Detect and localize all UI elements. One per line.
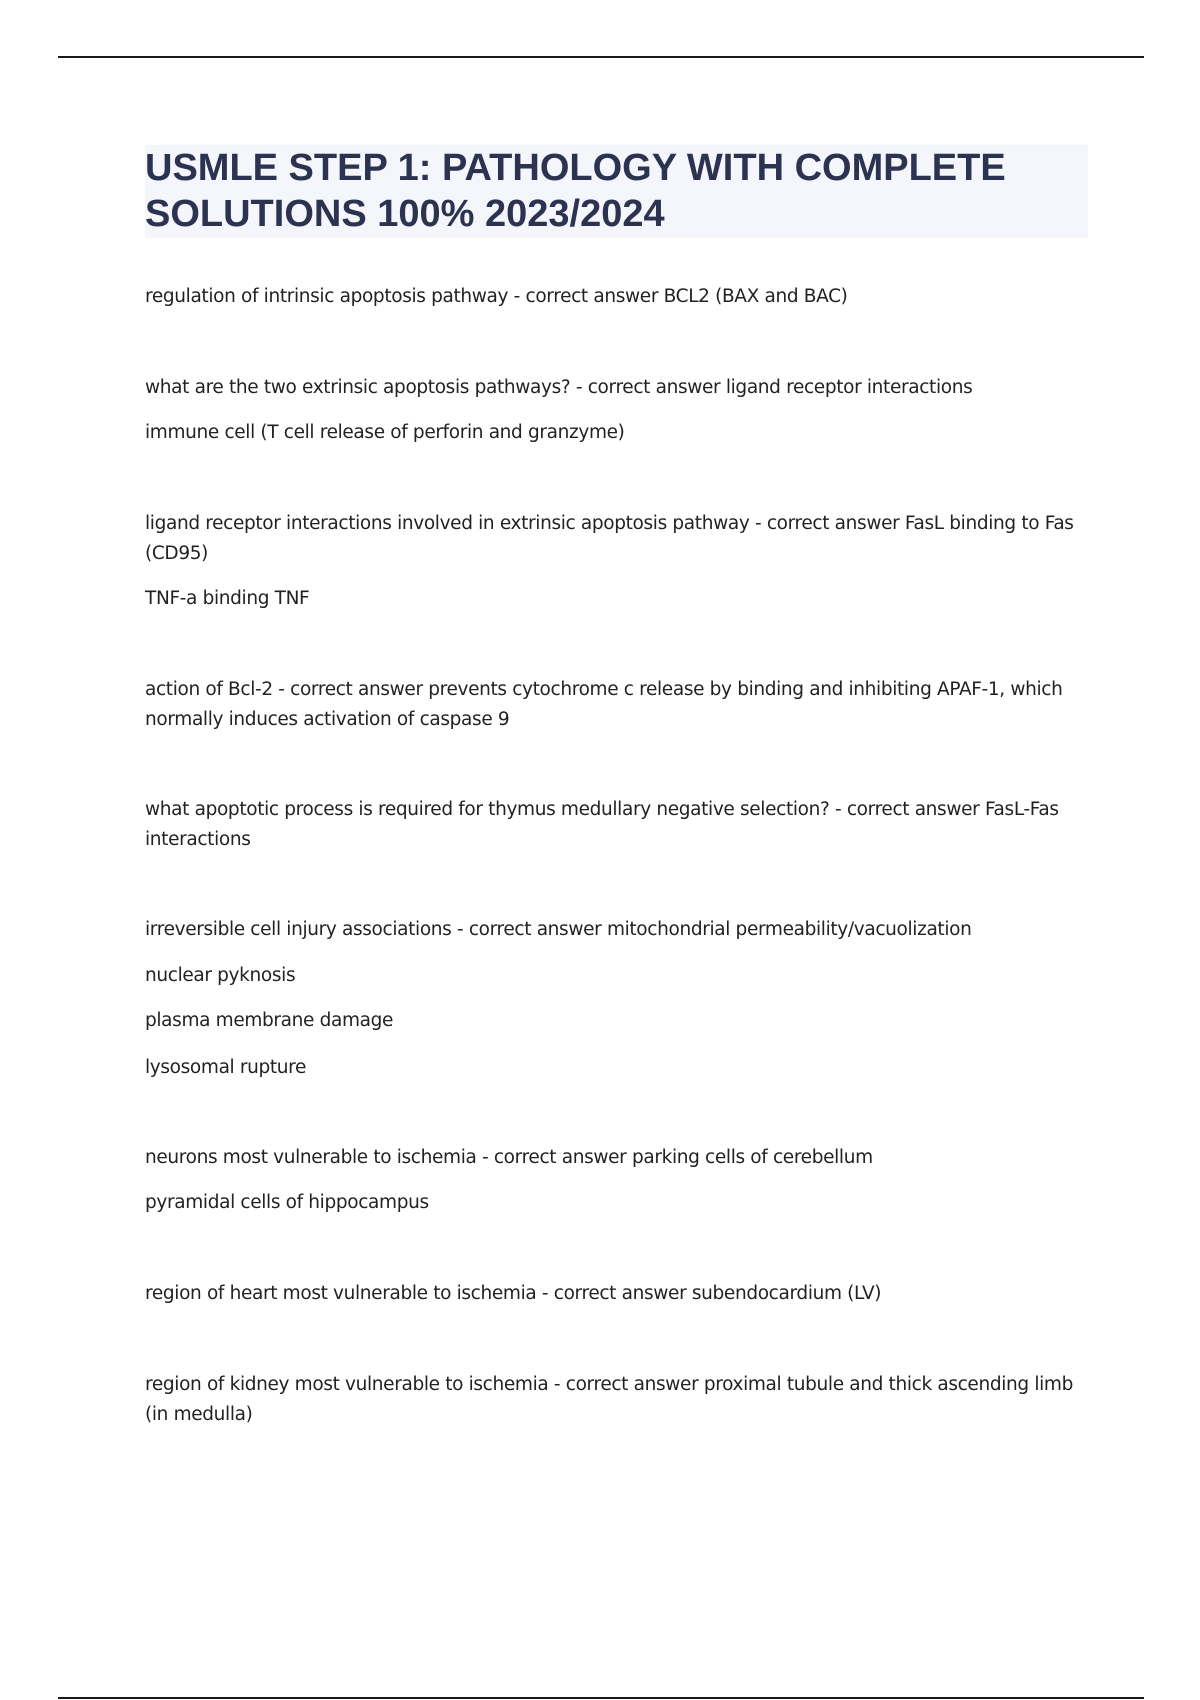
qa-paragraph: region of heart most vulnerable to ischemia - correct answer subendocardium (LV) <box>145 1283 882 1304</box>
answer-continuation: plasma membrane damage <box>145 1010 394 1031</box>
qa-paragraph: ligand receptor interactions involved in extrinsic apoptosis pathway - correct answer FasL binding to Fas (CD95) <box>145 513 1074 564</box>
answer-continuation: TNF-a binding TNF <box>145 588 310 609</box>
top-rule <box>58 56 1144 58</box>
answer-continuation: pyramidal cells of hippocampus <box>145 1192 429 1213</box>
document-title <box>145 145 1088 238</box>
title-line-2: SOLUTIONS 100% 2023/2024 <box>145 193 665 235</box>
qa-paragraph: neurons most vulnerable to ischemia - correct answer parking cells of cerebellum <box>145 1147 873 1168</box>
answer-continuation: immune cell (T cell release of perforin and granzyme) <box>145 422 625 443</box>
title-line-1: USMLE STEP 1: PATHOLOGY WITH COMPLETE <box>145 147 1006 189</box>
qa-paragraph: irreversible cell injury associations - correct answer mitochondrial permeability/vacuolization <box>145 919 972 940</box>
qa-paragraph: action of Bcl-2 - correct answer prevents cytochrome c release by binding and inhibiting APAF-1, which normally induces activation of caspase 9 <box>145 679 1063 730</box>
qa-paragraph: what apoptotic process is required for thymus medullary negative selection? - correct answer FasL-Fas interactions <box>145 799 1059 850</box>
qa-paragraph: region of kidney most vulnerable to ischemia - correct answer proximal tubule and thick ascending limb (in medulla) <box>145 1374 1073 1425</box>
qa-paragraph: what are the two extrinsic apoptosis pathways? - correct answer ligand receptor interactions <box>145 377 973 398</box>
qa-paragraph: regulation of intrinsic apoptosis pathway - correct answer BCL2 (BAX and BAC) <box>145 286 848 307</box>
bottom-rule <box>58 1697 1144 1699</box>
answer-continuation: nuclear pyknosis <box>145 965 296 986</box>
answer-continuation: lysosomal rupture <box>145 1057 307 1078</box>
